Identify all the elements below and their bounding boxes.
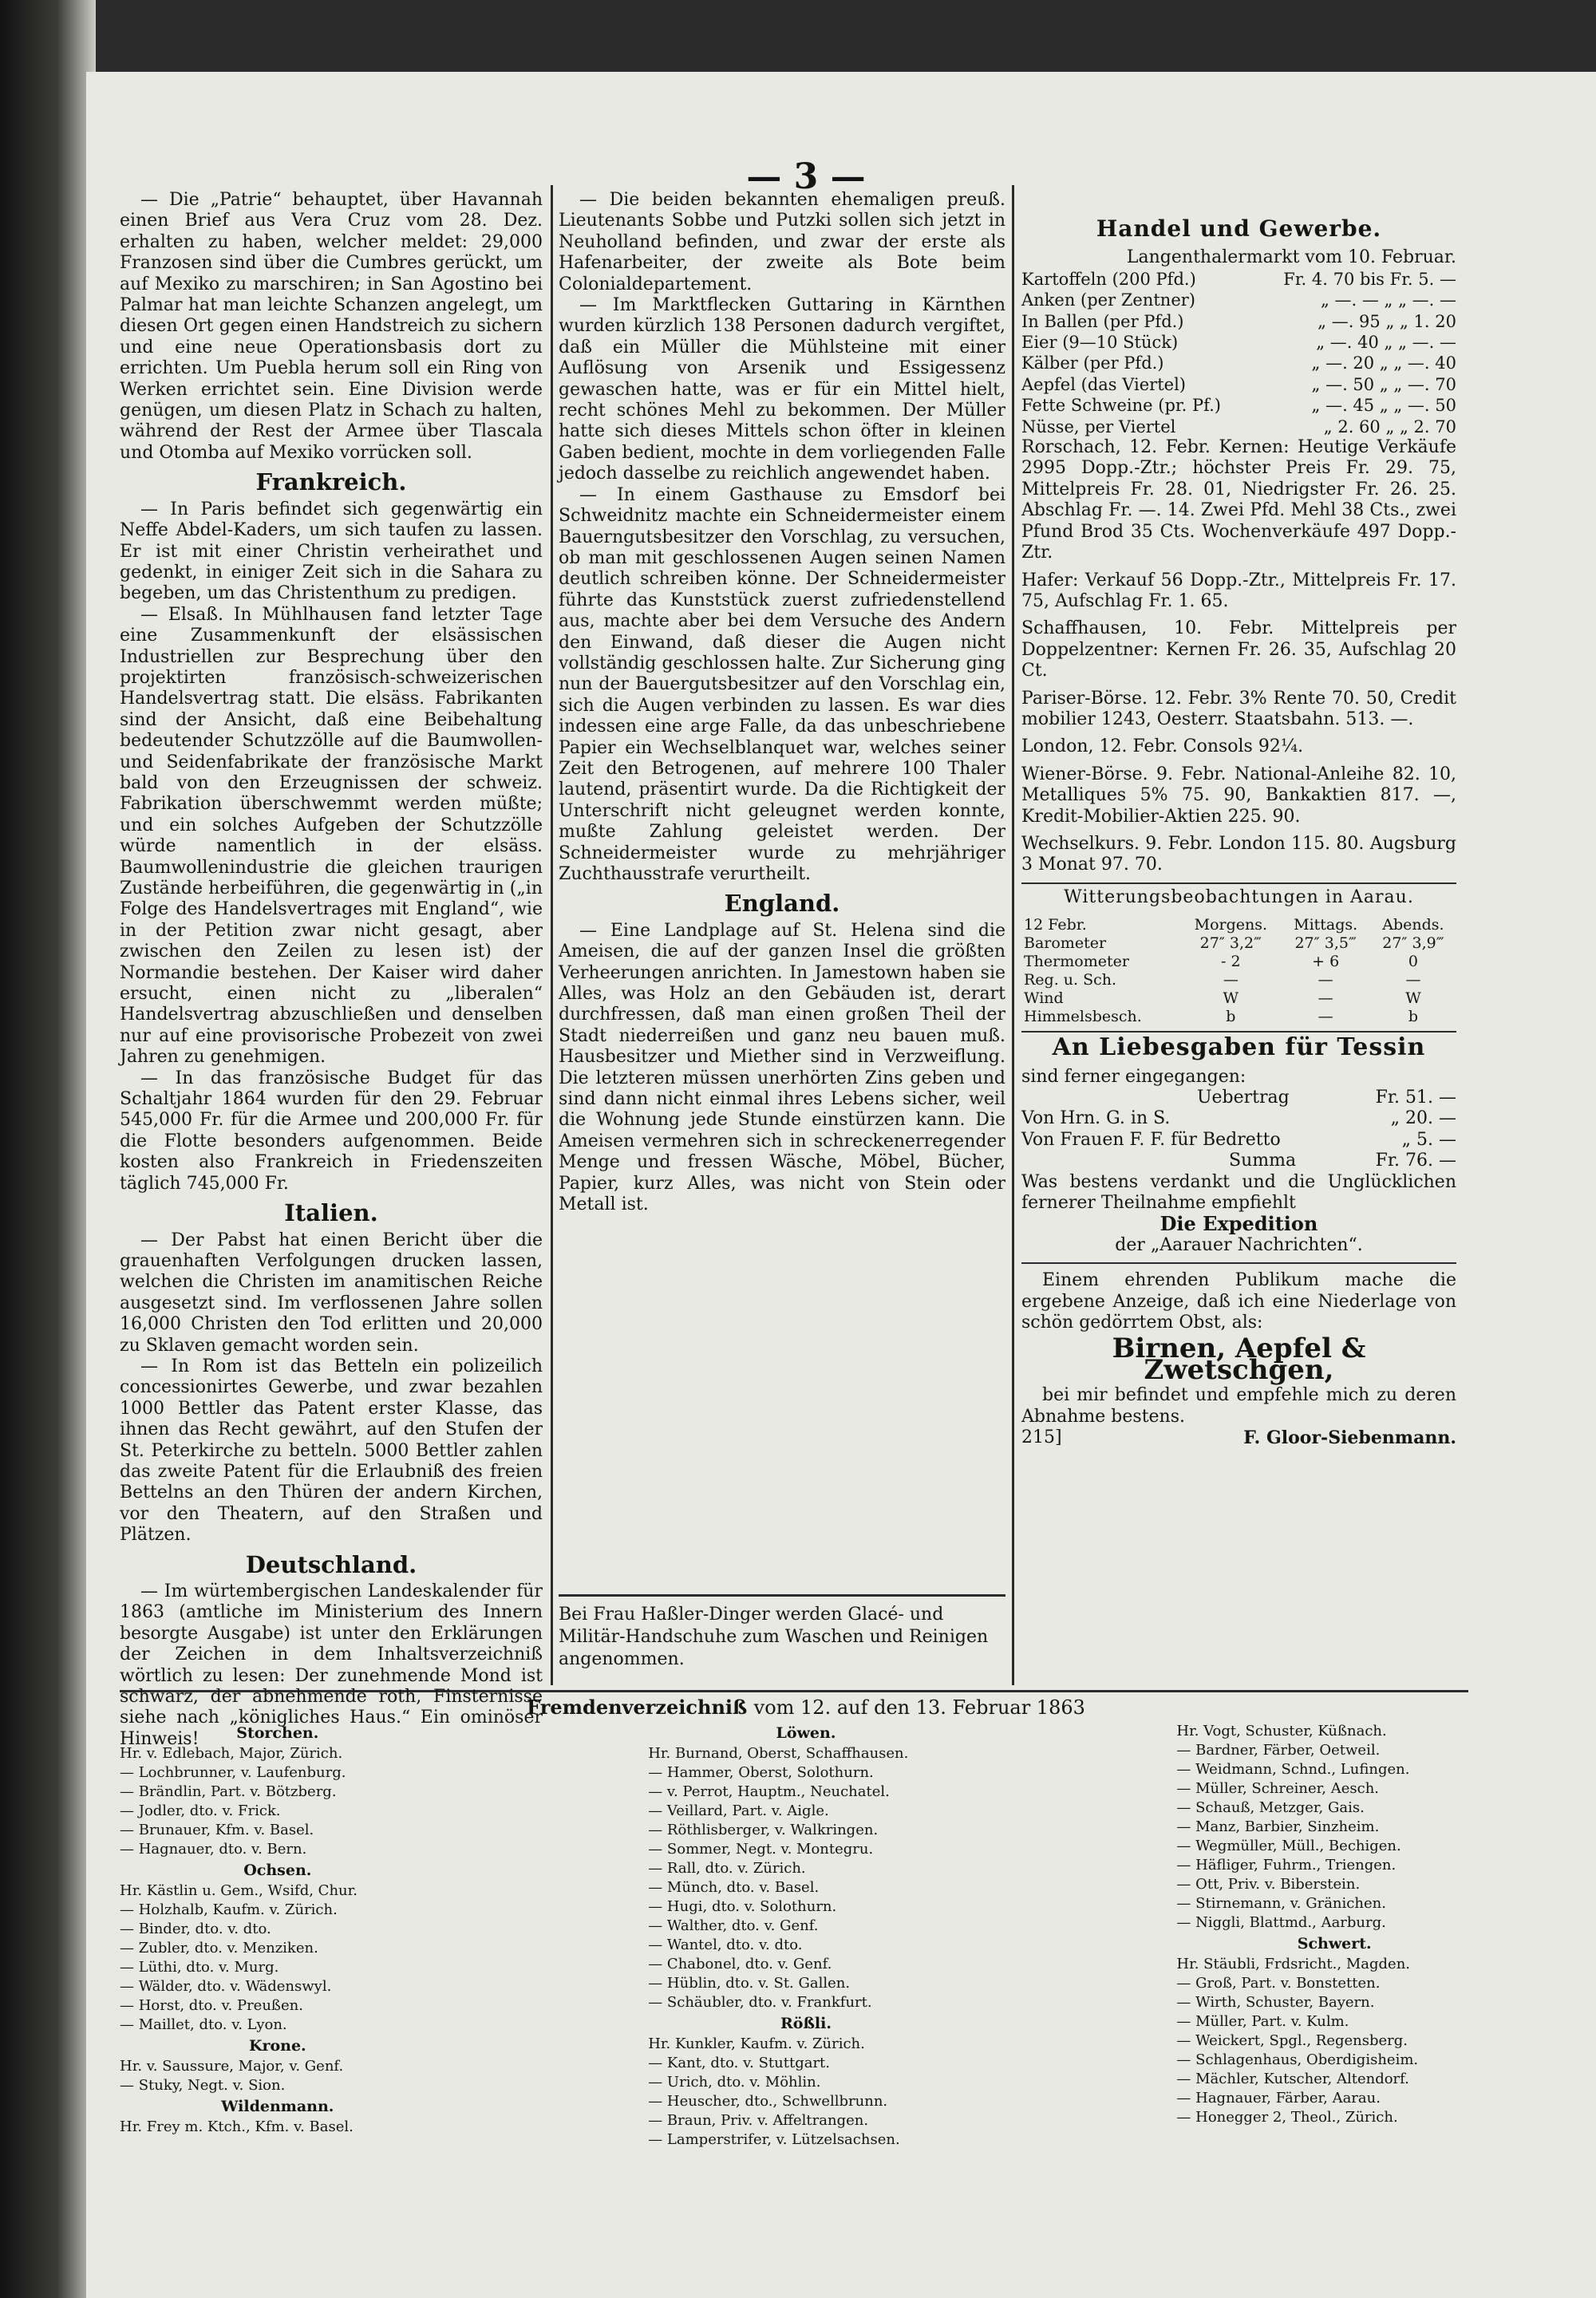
hotel-name: Löwen.	[776, 1724, 836, 1742]
guest-entry: Hr. Burnand, Oberst, Schaffhausen.	[648, 1745, 909, 1762]
guest-entry: — Mächler, Kutscher, Altendorf.	[1176, 2071, 1409, 2087]
article-paris: — In Paris befindet sich gegenwärtig ein Neffe Abdel-Kaders, um sich taufen zu lassen. Er ist mit einer Christin verheirathet und gedenkt, in einiger Zeit sich in die Sahara zu begeben, um das Christenthum zu predigen.	[120, 499, 543, 604]
donation-carry-label: Uebertrag	[1197, 1088, 1290, 1108]
hotel-name: Wildenmann.	[221, 2098, 334, 2115]
donation-thanks: Was bestens verdankt und die Unglücklichen fernerer Theilnahme empfiehlt	[1021, 1171, 1456, 1214]
guest-entry: Hr. Kunkler, Kaufm. v. Zürich.	[648, 2035, 865, 2052]
market-row	[1021, 374, 1456, 395]
guest-column-1	[120, 1722, 436, 2150]
guest-entry: — Brändlin, Part. v. Bötzberg.	[120, 1783, 337, 1800]
hotel-name: Ochsen.	[243, 1862, 312, 1879]
guest-entry: — Urich, dto. v. Möhlin.	[648, 2074, 821, 2091]
weather-title: Witterungsbeobachtungen in Aarau.	[1064, 886, 1414, 907]
guest-column-2	[648, 1722, 964, 2150]
heading-frankreich: Frankreich.	[255, 468, 407, 496]
guest-entry: — Lamperstrifer, v. Lützelsachsen.	[648, 2131, 900, 2148]
weather-cell: 27″ 3,9‴	[1382, 934, 1444, 953]
weather-table	[1021, 916, 1456, 1026]
guest-entry: — Stirnemann, v. Gränichen.	[1176, 1895, 1386, 1912]
donation-carry-row	[1021, 1088, 1456, 1108]
donation-carry-amount: Fr. 51. —	[1375, 1088, 1456, 1108]
guest-entry: — Ott, Priv. v. Biberstein.	[1176, 1876, 1361, 1893]
guest-entry: — Lochbrunner, v. Laufenburg.	[120, 1764, 346, 1781]
guest-entry: — Brunauer, Kfm. v. Basel.	[120, 1822, 314, 1838]
expedition-signature: Die Expedition	[1159, 1212, 1318, 1236]
weather-cell: b	[1226, 1008, 1236, 1026]
weather-cell: Thermometer	[1024, 953, 1129, 971]
market-price: Fr. 4. 70 bis Fr. 5. —	[1283, 269, 1456, 289]
market-notes	[1021, 437, 1456, 876]
note-london: London, 12. Febr. Consols 92¼.	[1021, 736, 1304, 757]
hotel-name: Storchen.	[236, 1724, 319, 1742]
weather-cell: Barometer	[1024, 934, 1107, 953]
guest-entry: — Schäubler, dto. v. Frankfurt.	[648, 1994, 872, 2011]
market-row	[1021, 290, 1456, 310]
market-row	[1021, 311, 1456, 332]
guest-entry: — v. Perrot, Hauptm., Neuchatel.	[648, 1783, 890, 1800]
hotel-name: Rößli.	[780, 2015, 832, 2032]
note-wiener-boerse: Wiener-Börse. 9. Febr. National-Anleihe 82. 10, Metalliques 5% 75. 90, Bankaktien 817. —, Kredit-Mobilier-Aktien 225. 90.	[1021, 764, 1456, 827]
column-3	[1021, 215, 1456, 1692]
guest-list-title-main: Fremdenverzeichniß	[527, 1696, 748, 1719]
guest-entry: — Wegmüller, Müll., Bechigen.	[1176, 1838, 1401, 1854]
market-item: Kartoffeln (200 Pfd.)	[1021, 269, 1196, 289]
guest-entry: — Rall, dto. v. Zürich.	[648, 1860, 806, 1877]
guest-entry: — Müller, Schreiner, Aesch.	[1176, 1780, 1380, 1797]
guest-entry: — Holzhalb, Kaufm. v. Zürich.	[120, 1901, 338, 1918]
glove-ad	[559, 1604, 1005, 1692]
guest-entry: — Veillard, Part. v. Aigle.	[648, 1802, 829, 1819]
note-wechselkurs: Wechselkurs. 9. Febr. London 115. 80. Augsburg 3 Monat 97. 70.	[1021, 833, 1456, 875]
guest-entry: — Schlagenhaus, Oberdigisheim.	[1176, 2051, 1419, 2068]
donation-row	[1021, 1108, 1456, 1129]
guest-entry: Hr. Kästlin u. Gem., Wsifd, Chur.	[120, 1882, 358, 1899]
guest-entry: — Horst, dto. v. Preußen.	[120, 1997, 303, 2014]
note-hafer: Hafer: Verkauf 56 Dopp.-Ztr., Mittelpreis Fr. 17. 75, Aufschlag Fr. 1. 65.	[1021, 570, 1456, 611]
donation-subtitle: sind ferner eingegangen:	[1021, 1066, 1246, 1087]
donation-label: Von Hrn. G. in S.	[1021, 1108, 1171, 1129]
guest-entry: — Niggli, Blattmd., Aarburg.	[1176, 1914, 1386, 1931]
guest-list-date: vom 12. auf den 13. Februar 1863	[753, 1696, 1085, 1719]
market-price: „ —. 95 „ „ 1. 20	[1317, 311, 1456, 331]
fruit-ad-number: 215]	[1021, 1427, 1062, 1448]
donation-title: An Liebesgaben für Tessin	[1052, 1033, 1426, 1062]
weather-cell: W	[1223, 989, 1239, 1008]
guest-list	[120, 1696, 1492, 2148]
weather-head-morning: Morgens.	[1194, 916, 1268, 934]
weather-cell: 27″ 3,5‴	[1294, 934, 1357, 953]
guest-entry: — Braun, Priv. v. Affeltrangen.	[648, 2112, 869, 2129]
weather-row	[1021, 953, 1456, 971]
weather-cell: Wind	[1024, 989, 1064, 1008]
guest-entry: Hr. Stäubli, Frdsricht., Magden.	[1176, 1956, 1411, 1972]
donation-rule	[1021, 1031, 1456, 1033]
article-budget: — In das französische Budget für das Schaltjahr 1864 wurden für den 29. Februar 545,000 Fr. für die Armee und 200,000 Fr. für die Flotte besonders aufgenommen. Beide kosten also Frankreich in Friedenszeiten täglich 745,000 Fr.	[120, 1068, 543, 1194]
guest-column-3	[1176, 1722, 1492, 2150]
donation-row	[1021, 1130, 1456, 1151]
heading-england: England.	[724, 890, 840, 918]
column-rule-2	[1012, 185, 1014, 1685]
guest-entry: — Hugi, dto. v. Solothurn.	[648, 1898, 837, 1915]
weather-head-date: 12 Febr.	[1024, 916, 1087, 934]
article-landeskalender: — Im würtembergischen Landeskalender für 1863 (amtliche im Ministerium des Innern besorgte Ausgabe) ist unter den Erklärungen der Zeichen in dem Inhaltsverzeichniß wörtlich zu lesen: Der zunehmende Mond ist schwarz, der abnehmende roth, Finsternisse siehe nach „königliches Haus.“ Ein ominöser Hinweis!	[120, 1581, 543, 1749]
note-pariser-boerse: Pariser-Börse. 12. Febr. 3% Rente 70. 50, Credit mobilier 1243, Oesterr. Staatsbahn. 513. —.	[1021, 688, 1456, 729]
note-rorschach: Rorschach, 12. Febr. Kernen: Heutige Verkäufe 2995 Dopp.-Ztr.; höchster Preis Fr. 29. 75, Mittelpreis Fr. 28. 01, Niedrigster Fr. 26. 25. Abschlag Fr. —. 14. Zwei Pfd. Mehl 38 Cts., zwei Pfund Brod 35 Cts. Wochenverkäufe 497 Dopp.-Ztr.	[1021, 437, 1456, 563]
guest-entry: — Lüthi, dto. v. Murg.	[120, 1959, 279, 1976]
market-heading: Langenthalermarkt vom 10. Februar.	[1126, 247, 1456, 268]
fruit-ad-signature-row	[1021, 1427, 1456, 1448]
market-item: Fette Schweine (pr. Pf.)	[1021, 396, 1221, 416]
weather-cell: + 6	[1312, 953, 1340, 971]
weather-head-evening: Abends.	[1382, 916, 1444, 934]
heading-italien: Italien.	[284, 1199, 378, 1227]
guest-entry: — Stuky, Negt. v. Sion.	[120, 2077, 286, 2094]
market-row	[1021, 269, 1456, 290]
weather-rule	[1021, 882, 1456, 884]
weather-cell: —	[1317, 971, 1333, 989]
market-item: Kälber (per Pfd.)	[1021, 353, 1164, 373]
ad-rule-2	[1021, 1262, 1456, 1264]
hotel-name: Schwert.	[1297, 1935, 1372, 1953]
article-patrie: — Die „Patrie“ behauptet, über Havannah einen Brief aus Vera Cruz vom 28. Dez. erhalten zu haben, welcher meldet: 29,000 Franzosen sind über die Cumbres gerückt, um auf Mexiko zu marschiren; in San Agostino bei Palmar hat man leichte Schanzen angelegt, um diesen Ort gegen einen Handstreich zu sichern und eine neue Operationsbasis dort zu errichten. Um Puebla herum soll ein Ring von Werken errichtet sein. Eine Division werde genügen, um diesen Platz in Schach zu halten, während der Rest der Armee über Tlascala und Otomba auf Mexiko vorrücken soll.	[120, 190, 543, 463]
market-row	[1021, 353, 1456, 373]
fruit-ad-signature: F. Gloor-Siebenmann.	[1243, 1427, 1456, 1449]
guest-entry: — Hüblin, dto. v. St. Gallen.	[648, 1975, 851, 1992]
guest-entry: — Hammer, Oberst, Solothurn.	[648, 1764, 874, 1781]
weather-cell: - 2	[1221, 953, 1241, 971]
ad-rule	[559, 1594, 1005, 1597]
guest-entry: Hr. v. Edlebach, Major, Zürich.	[120, 1745, 343, 1762]
market-item: In Ballen (per Pfd.)	[1021, 311, 1184, 331]
weather-header-row	[1021, 916, 1456, 934]
market-row	[1021, 395, 1456, 416]
article-st-helena: — Eine Landplage auf St. Helena sind die Ameisen, die auf der ganzen Insel die größten Verheerungen anrichten. In Jamestown haben sie Alles, was Holz an den Gebäuden ist, derart durchfressen, daß man einen großen Theil der Stadt niederreißen und ganz neu bauen muß. Hausbesitzer und Miether sind in Verzweiflung. Die letzteren müssen unerhörten Zins geben und sind dann nicht einmal ihres Lebens sicher, weil die Wohnung jede Stunde einstürzen kann. Die Ameisen vermehren sich in schreckenerregender Menge und fressen Wäsche, Möbel, Bücher, Papier, kurz Alles, was nicht von Stein oder Metall ist.	[559, 920, 1005, 1215]
donation-sum-row	[1021, 1151, 1456, 1171]
fruit-ad-text: Einem ehrenden Publikum mache die ergebene Anzeige, daß ich eine Niederlage von schön gedörrtem Obst, als:	[1021, 1270, 1456, 1333]
weather-cell: —	[1317, 1008, 1333, 1026]
donation-label: Von Frauen F. F. für Bedretto	[1021, 1129, 1281, 1150]
weather-head-noon: Mittags.	[1294, 916, 1358, 934]
guest-entry: — Wantel, dto. v. dto.	[648, 1937, 803, 1953]
market-item: Aepfel (das Viertel)	[1021, 374, 1186, 394]
guest-entry: — Müller, Part. v. Kulm.	[1176, 2013, 1349, 2030]
market-price: „ —. 40 „ „ —. —	[1316, 333, 1456, 353]
guest-entry: — Häfliger, Fuhrm., Triengen.	[1176, 1857, 1396, 1874]
guest-entry: — Jodler, dto. v. Frick.	[120, 1802, 281, 1819]
article-emsdorf: — In einem Gasthause zu Emsdorf bei Schweidnitz machte ein Schneidermeister einem Bauerngutsbesitzer den Vorschlag, zu versuchen, ob man mit geschlossenen Augen seinen Namen deutlich schreiben könne. Der Schneidermeister führte das Kunststück zuerst zufriedenstellend aus, machte aber bei dem Versuche des Andern den Einwand, daß dieser die Augen nicht vollständig geschlossen halte. Zur Sicherung ging nun der Bauergutsbesitzer auf den Vorschlag ein, sich die Augen verbinden zu lassen. Es war dies indessen eine arge Falle, da das unbeschriebene Papier ein Wechselblanquet war, welches seiner Zeit den Betrogenen, auf mehrere 100 Thaler lautend, präsentirt wurde. Da die Richtigkeit der Unterschrift nicht geleugnet werden konnte, mußte Zahlung geleistet werden. Der Schneidermeister wurde zu mehrjähriger Zuchthausstrafe verurtheilt.	[559, 484, 1005, 884]
weather-cell: 0	[1408, 953, 1418, 971]
guest-list-title	[120, 1698, 1492, 1717]
guest-entry: — Honegger 2, Theol., Zürich.	[1176, 2109, 1398, 2126]
fruit-ad-text-2: bei mir befindet und empfehle mich zu deren Abnahme bestens.	[1021, 1385, 1456, 1427]
guest-entry: — Kant, dto. v. Stuttgart.	[648, 2055, 831, 2071]
weather-cell: —	[1223, 971, 1238, 989]
market-item: Eier (9—10 Stück)	[1021, 333, 1179, 353]
guest-entry: — Manz, Barbier, Sinzheim.	[1176, 1818, 1380, 1835]
article-elsass: — Elsaß. In Mühlhausen fand letzter Tage eine Zusammenkunft der elsässischen Industriellen zur Besprechung über den projektirten französisch-schweizerischen Handelsvertrag statt. Die elsäss. Fabrikanten sind der Ansicht, daß eine Beibehaltung bedeutender Schutzzölle auf die Baumwollen- und Seidenfabrikate der französische Markt bald von den Erzeugnissen der schweiz. Fabrikation überschwemmt werden müßte; und ein solches Aufgeben der Schutzzölle würde namentlich in der elsäss. Baumwollenindustrie die gleichen traurigen Zustände herbeiführen, die gegenwärtig in („in Folge des Handelsvertrages mit England“, wie in der Petition zwar nicht gesagt, aber zwischen den Zeilen zu lesen ist) der Normandie bestehen. Der Kaiser wird daher ersucht, einen nicht zu „liberalen“ Handelsvertrag abzuschließen und denselben nur auf eine provisorische Probezeit von zwei Jahren zu genehmigen.	[120, 604, 543, 1068]
guest-entry: — Heuscher, dto., Schwellbrunn.	[648, 2093, 888, 2110]
donation-sum-label: Summa	[1229, 1151, 1297, 1171]
trade-section-title: Handel und Gewerbe.	[1096, 215, 1382, 242]
guest-entry: — Walther, dto. v. Genf.	[648, 1917, 819, 1934]
weather-cell: 27″ 3,2‴	[1199, 934, 1262, 953]
weather-cell: Reg. u. Sch.	[1024, 971, 1117, 989]
weather-row	[1021, 934, 1456, 953]
hotel-name: Krone.	[248, 2037, 306, 2055]
guest-columns	[120, 1722, 1492, 2150]
fruit-ad-headline: Birnen, Aepfel & Zwetschgen,	[1112, 1333, 1366, 1386]
article-lieutenants: — Die beiden bekannten ehemaligen preuß. Lieutenants Sobbe und Putzki sollen sich jetzt in Neuholland befinden, und zwar der erste als Hafenarbeiter, der zweite als Bote beim Colonialdepartement.	[559, 190, 1005, 294]
glove-ad-text: Bei Frau Haßler-Dinger werden Glacé- und Militär-Handschuhe zum Waschen und Reinigen angenommen.	[559, 1605, 989, 1669]
guest-entry: — Wälder, dto. v. Wädenswyl.	[120, 1978, 332, 1995]
page-number: — 3 —	[746, 156, 866, 197]
weather-row	[1021, 971, 1456, 989]
guest-entry: — Maillet, dto. v. Lyon.	[120, 2016, 287, 2033]
note-schaffhausen: Schaffhausen, 10. Febr. Mittelpreis per Doppelzentner: Kernen Fr. 26. 35, Aufschlag 20 Ct.	[1021, 618, 1456, 681]
guest-entry: — Münch, dto. v. Basel.	[648, 1879, 820, 1896]
weather-row	[1021, 989, 1456, 1008]
market-price: „ 2. 60 „ „ 2. 70	[1323, 417, 1456, 436]
guest-entry: — Binder, dto. v. dto.	[120, 1921, 271, 1937]
guest-entry: — Groß, Part. v. Bonstetten.	[1176, 1975, 1381, 1992]
guest-entry: — Röthlisberger, v. Walkringen.	[648, 1822, 879, 1838]
weather-cell: Himmelsbesch.	[1024, 1008, 1142, 1026]
article-guttaring: — Im Marktflecken Guttaring in Kärnthen wurden kürzlich 138 Personen dadurch vergiftet, daß ein Müller die Mühlsteine mit einer Auflösung von Arsenik und Essigessenz gewaschen hatte, was er für ein Mittel hielt, recht schönes Mehl zu bekommen. Der Müller hatte sich dieses Mittels schon öfter in kleinen Gaben bedient, mochte in dem vorliegenden Falle jedoch dasselbe zu reichlich angewendet haben.	[559, 295, 1005, 484]
market-price: „ —. 45 „ „ —. 50	[1311, 396, 1456, 416]
guest-entry: — Bardner, Färber, Oetweil.	[1176, 1742, 1381, 1759]
guest-entry: — Hagnauer, Färber, Aarau.	[1176, 2090, 1381, 2106]
guest-entry: — Chabonel, dto. v. Genf.	[648, 1956, 832, 1972]
market-item: Nüsse, per Viertel	[1021, 417, 1176, 436]
guest-entry: — Weidmann, Schnd., Lufingen.	[1176, 1761, 1410, 1778]
column-2	[559, 190, 1005, 1435]
market-price: „ —. 20 „ „ —. 40	[1311, 353, 1456, 373]
market-row	[1021, 417, 1456, 437]
weather-cell: —	[1317, 989, 1333, 1008]
weather-row	[1021, 1008, 1456, 1026]
guest-entry: — Sommer, Negt. v. Montegru.	[648, 1841, 874, 1858]
guest-entry: Hr. Vogt, Schuster, Küßnach.	[1176, 1723, 1387, 1739]
donation-amount: „ 5. —	[1401, 1129, 1456, 1150]
guest-entry: — Hagnauer, dto. v. Bern.	[120, 1841, 307, 1858]
weather-cell: —	[1405, 971, 1421, 989]
market-row	[1021, 332, 1456, 353]
weather-cell: W	[1405, 989, 1421, 1008]
article-rom: — In Rom ist das Betteln ein polizeilich concessionirtes Gewerbe, und zwar bezahlen 1000 Bettler das Patent erster Klasse, das ihnen das Recht gewährt, auf den Stufen der St. Peterkirche zu betteln. 5000 Bettler zahlen das zweite Patent für die Erlaubniß des freien Bettelns an den Thüren der andern Kirchen, vor den Theatern, auf den Straßen und Plätzen.	[120, 1356, 543, 1546]
guest-entry: Hr. Frey m. Ktch., Kfm. v. Basel.	[120, 2118, 354, 2135]
market-list	[1021, 269, 1456, 437]
article-pabst: — Der Pabst hat einen Bericht über die grauenhaften Verfolgungen drucken lassen, welchen die Christen im anamitischen Reiche ausgesetzt sind. Im verflossenen Jahre sollen 16,000 Christen den Tod erlitten und 20,000 zu Sklaven gemacht worden sein.	[120, 1230, 543, 1356]
guest-entry: — Schauß, Metzger, Gais.	[1176, 1799, 1365, 1816]
weather-cell: b	[1408, 1008, 1419, 1026]
heading-deutschland: Deutschland.	[245, 1550, 417, 1578]
market-price: „ —. — „ „ —. —	[1320, 290, 1456, 310]
expedition-paper-name: der „Aarauer Nachrichten“.	[1115, 1234, 1363, 1255]
column-rule-1	[551, 185, 553, 1685]
market-price: „ —. 50 „ „ —. 70	[1311, 374, 1456, 394]
guest-entry: — Wirth, Schuster, Bayern.	[1176, 1994, 1375, 2011]
market-item: Anken (per Zentner)	[1021, 290, 1195, 310]
binding-edge	[0, 0, 96, 2298]
guest-entry: — Zubler, dto. v. Menziken.	[120, 1940, 318, 1956]
guest-entry: Hr. v. Saussure, Major, v. Genf.	[120, 2058, 344, 2075]
donation-sum-amount: Fr. 76. —	[1375, 1151, 1456, 1171]
guest-entry: — Weickert, Spgl., Regensberg.	[1176, 2032, 1408, 2049]
donation-amount: „ 20. —	[1390, 1108, 1456, 1129]
